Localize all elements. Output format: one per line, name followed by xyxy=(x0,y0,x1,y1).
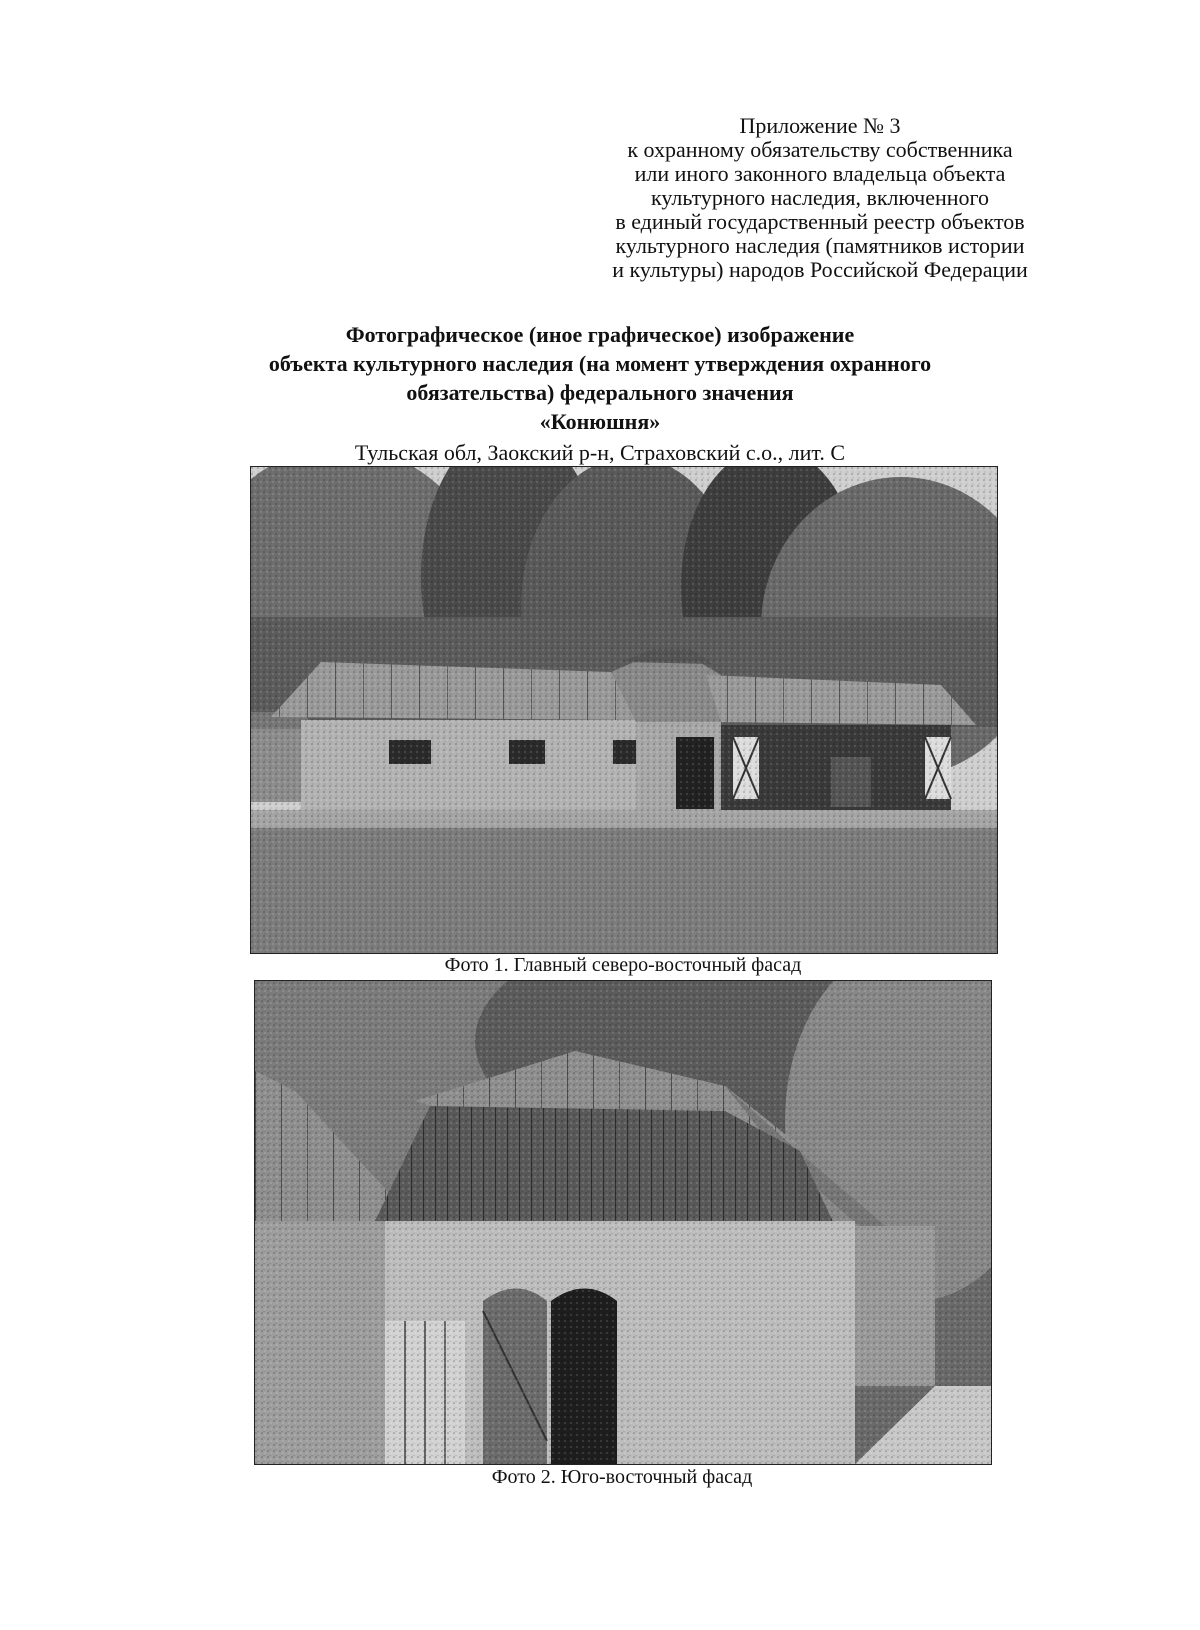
photo-2-stable-southeast-facade xyxy=(254,980,992,1465)
photo-1-stable-northeast-facade xyxy=(250,466,998,954)
appendix-number: Приложение № 3 xyxy=(739,113,901,138)
photo-1-caption: Фото 1. Главный северо-восточный фасад xyxy=(444,954,802,976)
photo-2-caption: Фото 2. Юго-восточный фасад xyxy=(491,1466,753,1488)
title-line: обязательства) федерального значения xyxy=(406,380,794,405)
appendix-line: или иного законного владельца объекта xyxy=(634,161,1006,186)
appendix-line: в единый государственный реестр объектов xyxy=(615,209,1025,234)
appendix-line: культурного наследия, включенного xyxy=(650,185,989,210)
appendix-line: и культуры) народов Российской Федерации xyxy=(612,257,1028,282)
appendix-header xyxy=(560,114,1080,282)
object-name: «Конюшня» xyxy=(539,409,661,434)
appendix-line: культурного наследия (памятников истории xyxy=(615,233,1025,258)
document-title xyxy=(160,320,1040,436)
object-address: Тульская обл, Заокский р-н, Страховский с.о., лит. С xyxy=(354,440,846,465)
title-line: Фотографическое (иное графическое) изображение xyxy=(345,322,855,347)
title-line: объекта культурного наследия (на момент утверждения охранного xyxy=(268,351,932,376)
appendix-line: к охранному обязательству собственника xyxy=(627,137,1013,162)
